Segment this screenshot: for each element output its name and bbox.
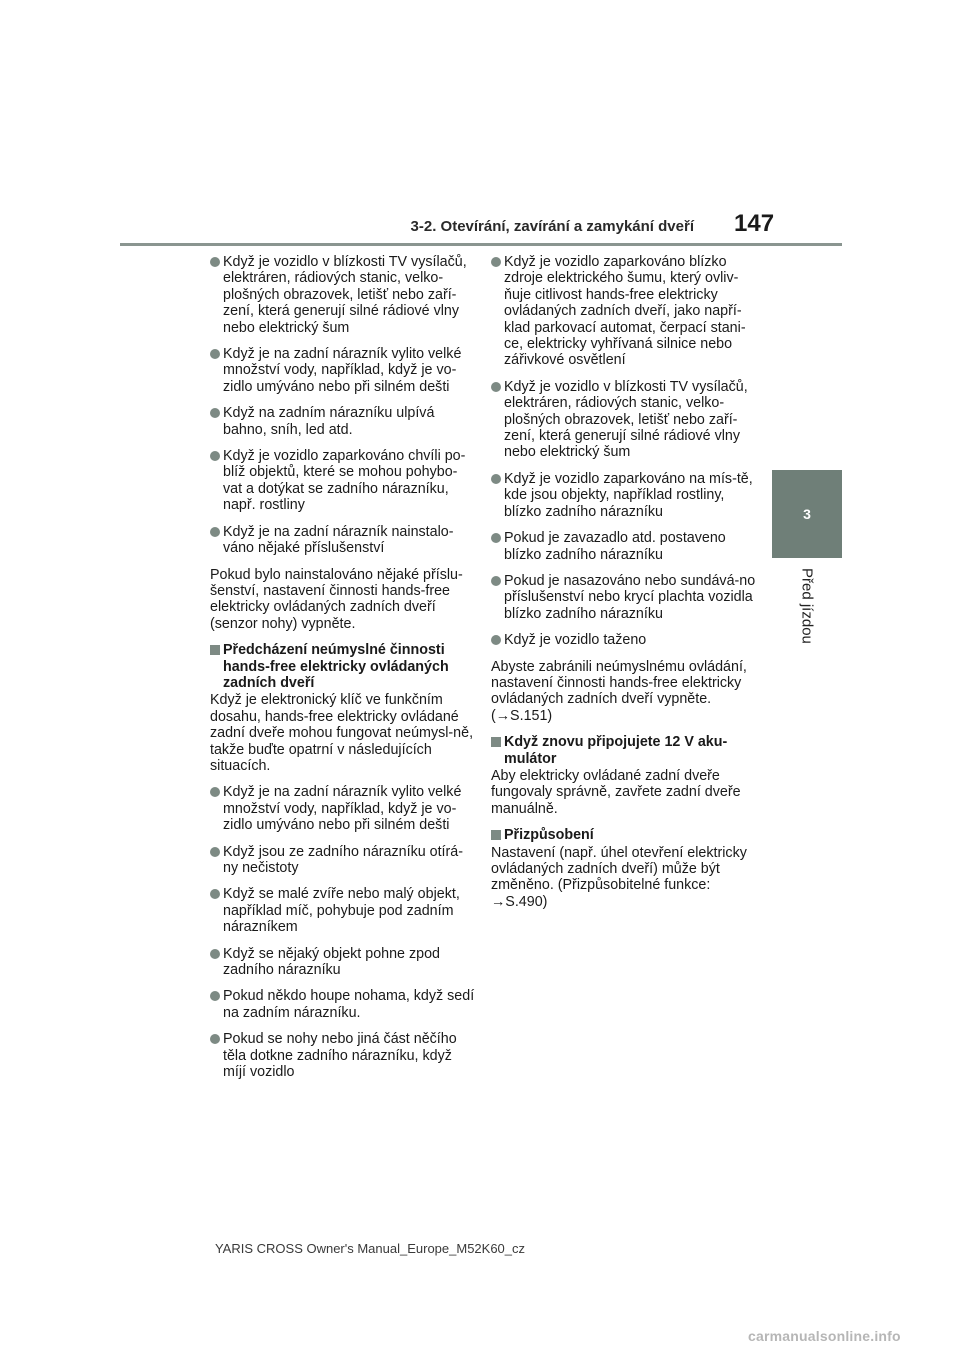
list-item: Když na zadním nárazníku ulpívá bahno, sníh, led atd. [210,405,475,438]
bullet-icon [491,576,501,586]
list-item: Když je na zadní nárazník vylito velké množství vody, například, když je vo-zidlo umýváno nebo při silném dešti [210,346,475,395]
list-item: Když je vozidlo v blízkosti TV vysílačů, elektráren, rádiových stanic, velko-plošných obrazovek, letišť nebo zaří-zení, která generují silné rádiové vlny nebo elektrický šum [210,254,475,336]
list-item: Když je vozidlo zaparkováno blízko zdroje elektrického šumu, který ovliv-ňuje citlivost hands-free elektricky ovládaných zadních dveří, jako napří-klad parkovací automat, čerpací stani-ce, elektricky vyhřívaná silnice nebo zářivkové osvětlení [491,254,756,369]
bullet-icon [210,451,220,461]
chapter-label [772,568,842,668]
watermark: carmanualsonline.info [748,1328,901,1344]
bullet-icon [491,257,501,267]
list-item: Pokud je zavazadlo atd. postaveno blízko zadního nárazníku [491,530,756,563]
chapter-number: 3 [803,506,811,522]
list-item: Když je vozidlo v blízkosti TV vysílačů, elektráren, rádiových stanic, velko-plošných obrazovek, letišť nebo zaří-zení, která generují silné rádiové vlny nebo elektrický šum [491,379,756,461]
square-bullet-icon [491,737,501,747]
bullet-icon [210,949,220,959]
square-bullet-icon [210,645,220,655]
paragraph: Aby elektricky ovládané zadní dveře fungovaly správně, zavřete zadní dveře manuálně. [491,767,741,817]
header-rule [120,243,842,246]
list-item: Pokud někdo houpe nohama, když sedí na zadním nárazníku. [210,988,475,1021]
bullet-icon [210,787,220,797]
list-item: Když je vozidlo zaparkováno na mís-tě, kde jsou objekty, například rostliny, blízko zadního nárazníku [491,471,756,520]
bullet-icon [210,349,220,359]
chapter-tab [772,470,842,558]
list-item: Když je na zadní nárazník nainstalo-váno nějaké příslušenství [210,524,475,557]
list-item: Když jsou ze zadního nárazníku otírá-ny nečistoty [210,844,475,877]
paragraph: Pokud bylo nainstalováno nějaké příslu-šenství, nastavení činnosti hands-free elektricky ovládaných zadních dveří (senzor nohy) vypněte. [210,566,463,632]
bullet-icon [210,991,220,1001]
bullet-icon [210,889,220,899]
paragraph: Když je elektronický klíč ve funkčním dosahu, hands-free elektricky ovládané zadní dveře mohou fungovat neúmysl-ně, takže buďte opatrní v následujících situacích. [210,692,474,774]
list-item: Pokud se nohy nebo jiná část něčího těla dotkne zadního nárazníku, když míjí vozidlo [210,1031,475,1080]
subsection-heading: Když znovu připojujete 12 V aku-mulátor [491,734,756,767]
list-item: Pokud je nasazováno nebo sundává-no příslušenství nebo krycí plachta vozidla blízko zadního nárazníku [491,573,756,622]
section-title: 3-2. Otevírání, zavírání a zamykání dveří [410,218,694,235]
bullet-icon [210,527,220,537]
subsection-heading: Předcházení neúmyslné činnosti hands-free elektricky ovládaných zadních dveří [210,642,475,691]
list-item: Když je vozidlo taženo [491,632,756,648]
page-number: 147 [734,210,775,237]
bullet-icon [491,533,501,543]
paragraph: Nastavení (např. úhel otevření elektricky ovládaných zadních dveří) může být změněno. (Přizpůsobitelné funkce: →S.490) [491,844,747,910]
bullet-icon [491,474,501,484]
list-item: Když je na zadní nárazník vylito velké množství vody, například, když je vo-zidlo umýváno nebo při silném dešti [210,784,475,833]
list-item: Když se malé zvíře nebo malý objekt, například míč, pohybuje pod zadním nárazníkem [210,886,475,935]
paragraph: Abyste zabránili neúmyslnému ovládání, nastavení činnosti hands-free elektricky ovládaných zadních dveří vypněte. (→S.151) [491,658,747,724]
bullet-icon [210,257,220,267]
bullet-icon [210,1034,220,1044]
subsection-heading: Přizpůsobení [491,827,756,843]
bullet-icon [210,847,220,857]
chapter-label-text: Před jízdou [798,568,816,644]
list-item: Když je vozidlo zaparkováno chvíli po-blíž objektů, které se mohou pohybo-vat a dotýkat se zadního nárazníku, např. rostliny [210,448,475,514]
right-column [491,254,756,920]
bullet-icon [210,408,220,418]
bullet-icon [491,635,501,645]
square-bullet-icon [491,830,501,840]
footer-manual-id: YARIS CROSS Owner's Manual_Europe_M52K60_cz [214,1241,526,1256]
list-item: Když se nějaký objekt pohne zpod zadního nárazníku [210,946,475,979]
bullet-icon [491,382,501,392]
left-column [210,254,475,1090]
